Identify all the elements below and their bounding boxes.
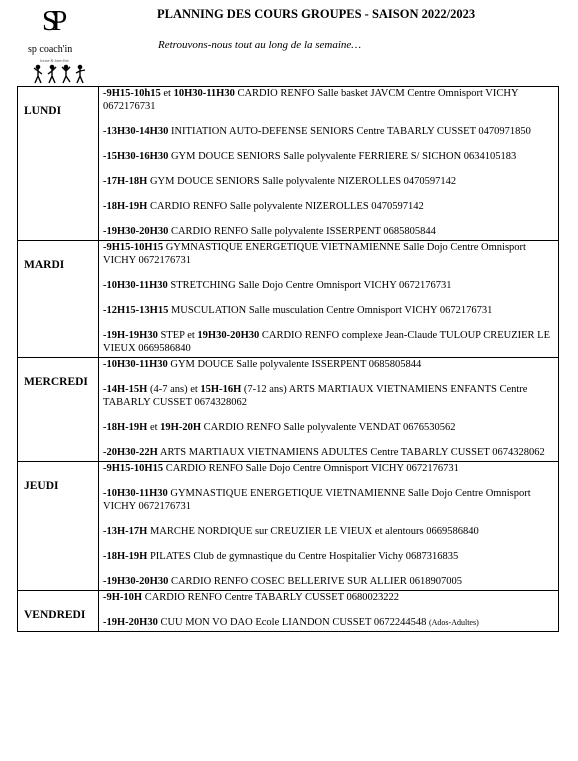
logo-monogram: SP (42, 6, 62, 37)
course-entry (103, 200, 554, 213)
course-entry (103, 125, 554, 138)
course-description: GYM DOUCE SENIORS Salle polyvalente FERRIERE S/ SICHON 0634105183 (168, 151, 517, 162)
day-entries (99, 241, 559, 358)
course-description: ARTS MARTIAUX VIETNAMIENS ADULTES Centre TABARLY CUSSET 0674328062 (157, 447, 545, 458)
course-entry (103, 87, 554, 113)
course-connector: et (147, 422, 161, 433)
schedule-table (17, 86, 559, 632)
course-entry (103, 591, 554, 604)
course-entry (103, 150, 554, 163)
course-entry (103, 575, 554, 588)
course-entry (103, 383, 554, 409)
course-entry (103, 446, 554, 459)
schedule-row-jeudi (18, 462, 559, 591)
course-time: -9H15-10H15 (103, 463, 164, 474)
course-entry (103, 241, 554, 267)
course-time: -18H-19H (103, 201, 148, 212)
course-entry (103, 525, 554, 538)
page-title: PLANNING DES COURS GROUPES - SAISON 2022/2023 (157, 7, 476, 21)
course-description: CARDIO RENFO complexe Jean-Claude TULOUP CREUZIER LE VIEUX 0669586840 (103, 330, 551, 354)
course-time-2: 19H-20H (160, 422, 201, 433)
course-description: CARDIO RENFO Salle basket JAVCM Centre Omnisport VICHY 0672176731 (103, 88, 519, 112)
course-entry (103, 487, 554, 513)
course-time: -10H30-11H30 (103, 280, 168, 291)
course-entry (103, 279, 554, 292)
course-time: -9H-10H (103, 592, 143, 603)
course-time: -10H30-11H30 (103, 488, 168, 499)
course-time: -18H-19H (103, 551, 148, 562)
course-description: GYM DOUCE SENIORS Salle polyvalente NIZEROLLES 0470597142 (147, 176, 457, 187)
day-entries (99, 87, 559, 241)
course-description: CARDIO RENFO Salle polyvalente VENDAT 0676530562 (201, 422, 456, 433)
course-entry (103, 462, 554, 475)
course-description: MUSCULATION Salle musculation Centre Omnisport VICHY 0672176731 (168, 305, 493, 316)
course-time: -9H15-10h15 (103, 88, 161, 99)
page-subtitle: Retrouvons-nous tout au long de la semaine… (158, 39, 362, 51)
day-label: MERCREDI (18, 358, 99, 462)
course-description: CARDIO RENFO COSEC BELLERIVE SUR ALLIER 0618907005 (168, 576, 463, 587)
day-label: VENDREDI (18, 591, 99, 632)
course-description: CARDIO RENFO Salle polyvalente ISSERPENT 0685805844 (168, 226, 436, 237)
course-time-2: 15H-16H (200, 384, 242, 395)
course-time: -19H30-20H30 (103, 576, 169, 587)
course-description: GYM DOUCE Salle polyvalente ISSERPENT 0685805844 (167, 359, 422, 370)
logo-text: sp coach'in (28, 44, 73, 55)
day-label: JEUDI (18, 462, 99, 591)
day-entries (99, 358, 559, 462)
day-entries (99, 462, 559, 591)
course-time: -9H15-10H15 (103, 242, 164, 253)
schedule-row-vendredi (18, 591, 559, 632)
course-connector: STEP et (157, 330, 198, 341)
course-time: -20H30-22H (103, 447, 158, 458)
schedule-row-mercredi (18, 358, 559, 462)
course-description: GYMNASTIQUE ENERGETIQUE VIETNAMIENNE Salle Dojo Centre Omnisport VICHY 0672176731 (103, 242, 526, 266)
course-time: -19H30-20H30 (103, 226, 169, 237)
course-time-2: 19H30-20H30 (197, 330, 260, 341)
logo-sub: forme & bien-être (40, 58, 69, 63)
day-label: LUNDI (18, 87, 99, 241)
course-entry (103, 225, 554, 238)
course-entry (103, 175, 554, 188)
course-note: (Ados-Adultes) (428, 618, 479, 627)
course-time: -17H-18H (103, 176, 148, 187)
course-time: -13H-17H (103, 526, 148, 537)
logo (22, 6, 102, 86)
course-entry (103, 421, 554, 434)
course-time: -15H30-16H30 (103, 151, 169, 162)
dancers-icon (32, 64, 92, 84)
course-description: (7-12 ans) ARTS MARTIAUX VIETNAMIENS ENFANTS Centre TABARLY CUSSET 0674328062 (103, 384, 528, 408)
course-connector: (4-7 ans) et (147, 384, 201, 395)
schedule-row-mardi (18, 241, 559, 358)
course-entry (103, 304, 554, 317)
course-time: -13H30-14H30 (103, 126, 169, 137)
course-time: -14H-15H (103, 384, 148, 395)
course-time: -10H30-11H30 (103, 359, 168, 370)
course-time: -19H-20H30 (103, 617, 158, 628)
course-description: INITIATION AUTO-DEFENSE SENIORS Centre TABARLY CUSSET 0470971850 (168, 126, 531, 137)
course-description: PILATES Club de gymnastique du Centre Hospitalier Vichy 0687316835 (147, 551, 459, 562)
course-time-2: 10H30-11H30 (173, 88, 235, 99)
day-entries (99, 591, 559, 632)
course-description: CUU MON VO DAO Ecole LIANDON CUSSET 0672244548 (157, 617, 427, 628)
course-description: CARDIO RENFO Salle Dojo Centre Omnisport VICHY 0672176731 (163, 463, 459, 474)
course-description: CARDIO RENFO Centre TABARLY CUSSET 0680023222 (142, 592, 400, 603)
course-entry (103, 550, 554, 563)
course-time: -19H-19H30 (103, 330, 158, 341)
course-entry (103, 616, 554, 629)
course-entry (103, 329, 554, 355)
course-description: MARCHE NORDIQUE sur CREUZIER LE VIEUX et alentours 0669586840 (147, 526, 479, 537)
schedule-row-lundi (18, 87, 559, 241)
course-entry (103, 358, 554, 371)
course-description: CARDIO RENFO Salle polyvalente NIZEROLLES 0470597142 (147, 201, 424, 212)
course-time: -18H-19H (103, 422, 148, 433)
course-description: STRETCHING Salle Dojo Centre Omnisport VICHY 0672176731 (167, 280, 452, 291)
course-description: GYMNASTIQUE ENERGETIQUE VIETNAMIENNE Salle Dojo Centre Omnisport VICHY 0672176731 (103, 488, 531, 512)
course-connector: et (160, 88, 174, 99)
course-time: -12H15-13H15 (103, 305, 169, 316)
day-label: MARDI (18, 241, 99, 358)
